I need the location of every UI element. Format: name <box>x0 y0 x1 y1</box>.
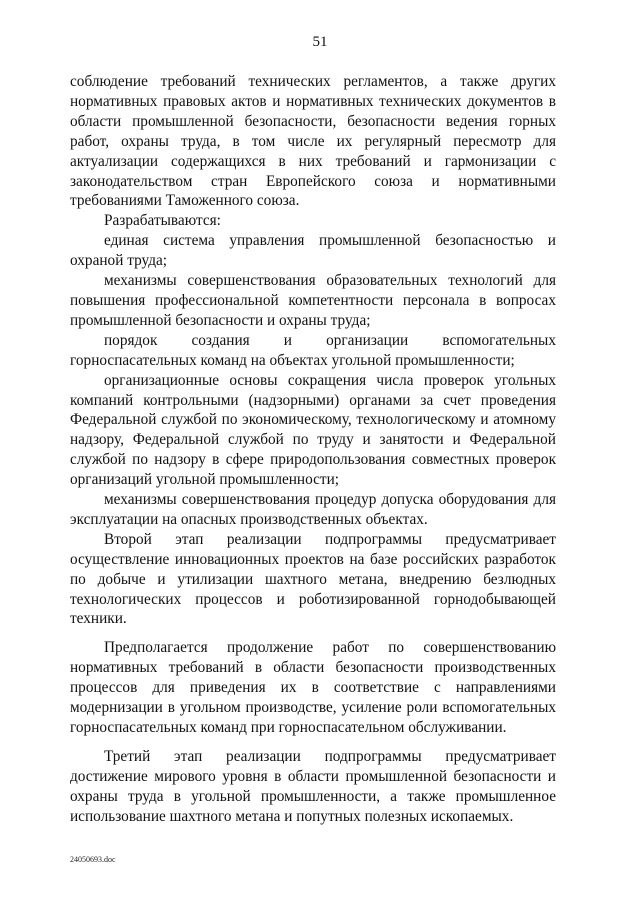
page-number: 51 <box>312 34 328 50</box>
paragraph: порядок создания и организации вспомогательных горноспасательных команд на объектах угольной промышленности; <box>70 331 556 369</box>
paragraph: организационные основы сокращения числа проверок угольных компаний контрольными (надзорными) органами за счет проведения Федеральной службой по экономическому, технологическому и атомному надзору, Федеральной службой по труду и занятости и Федеральной службой по надзору в сфере природопользования совместных проверок организаций угольной промышленности; <box>70 371 556 489</box>
paragraph: соблюдение требований технических регламентов, а также других нормативных правовых актов и нормативных технических документов в области промышленной безопасности, безопасности ведения горных работ, охраны труда, в том числе их регулярный пересмотр для актуализации содержащихся в них требований и гармонизации с законодательством стран Европейского союза и нормативными требованиями Таможенного союза. <box>70 73 556 210</box>
paragraph: Предполагается продолжение работ по совершенствованию нормативных требований в области безопасности производственных процессов для приведения их в соответствие с направлениями модернизации в угольном производстве, усиление роли вспомогательных горноспасательных команд при горноспасательном обслуживании. <box>70 639 556 736</box>
paragraph: единая система управления промышленной безопасностью и охраной труда; <box>70 232 556 270</box>
document-body <box>70 72 556 827</box>
document-footer: 24050693.doc <box>70 855 116 864</box>
paragraph: Третий этап реализации подпрограммы предусматривает достижение мирового уровня в области промышленной безопасности и охраны труда в угольной промышленности, а также промышленное использование шахтного метана и попутных полезных ископаемых. <box>70 747 556 825</box>
paragraph: механизмы совершенствования процедур допуска оборудования для эксплуатации на опасных производственных объектах. <box>70 491 556 528</box>
paragraph: механизмы совершенствования образовательных технологий для повышения профессиональной компетентности персонала в вопросах промышленной безопасности и охраны труда; <box>70 272 556 329</box>
paragraph: Разрабатываются: <box>104 212 221 230</box>
paragraph: Второй этап реализации подпрограммы предусматривает осуществление инновационных проектов на базе российских разработок по добыче и утилизации шахтного метана, внедрению безлюдных технологических процессов и роботизированной горнодобывающей техники. <box>70 530 556 628</box>
